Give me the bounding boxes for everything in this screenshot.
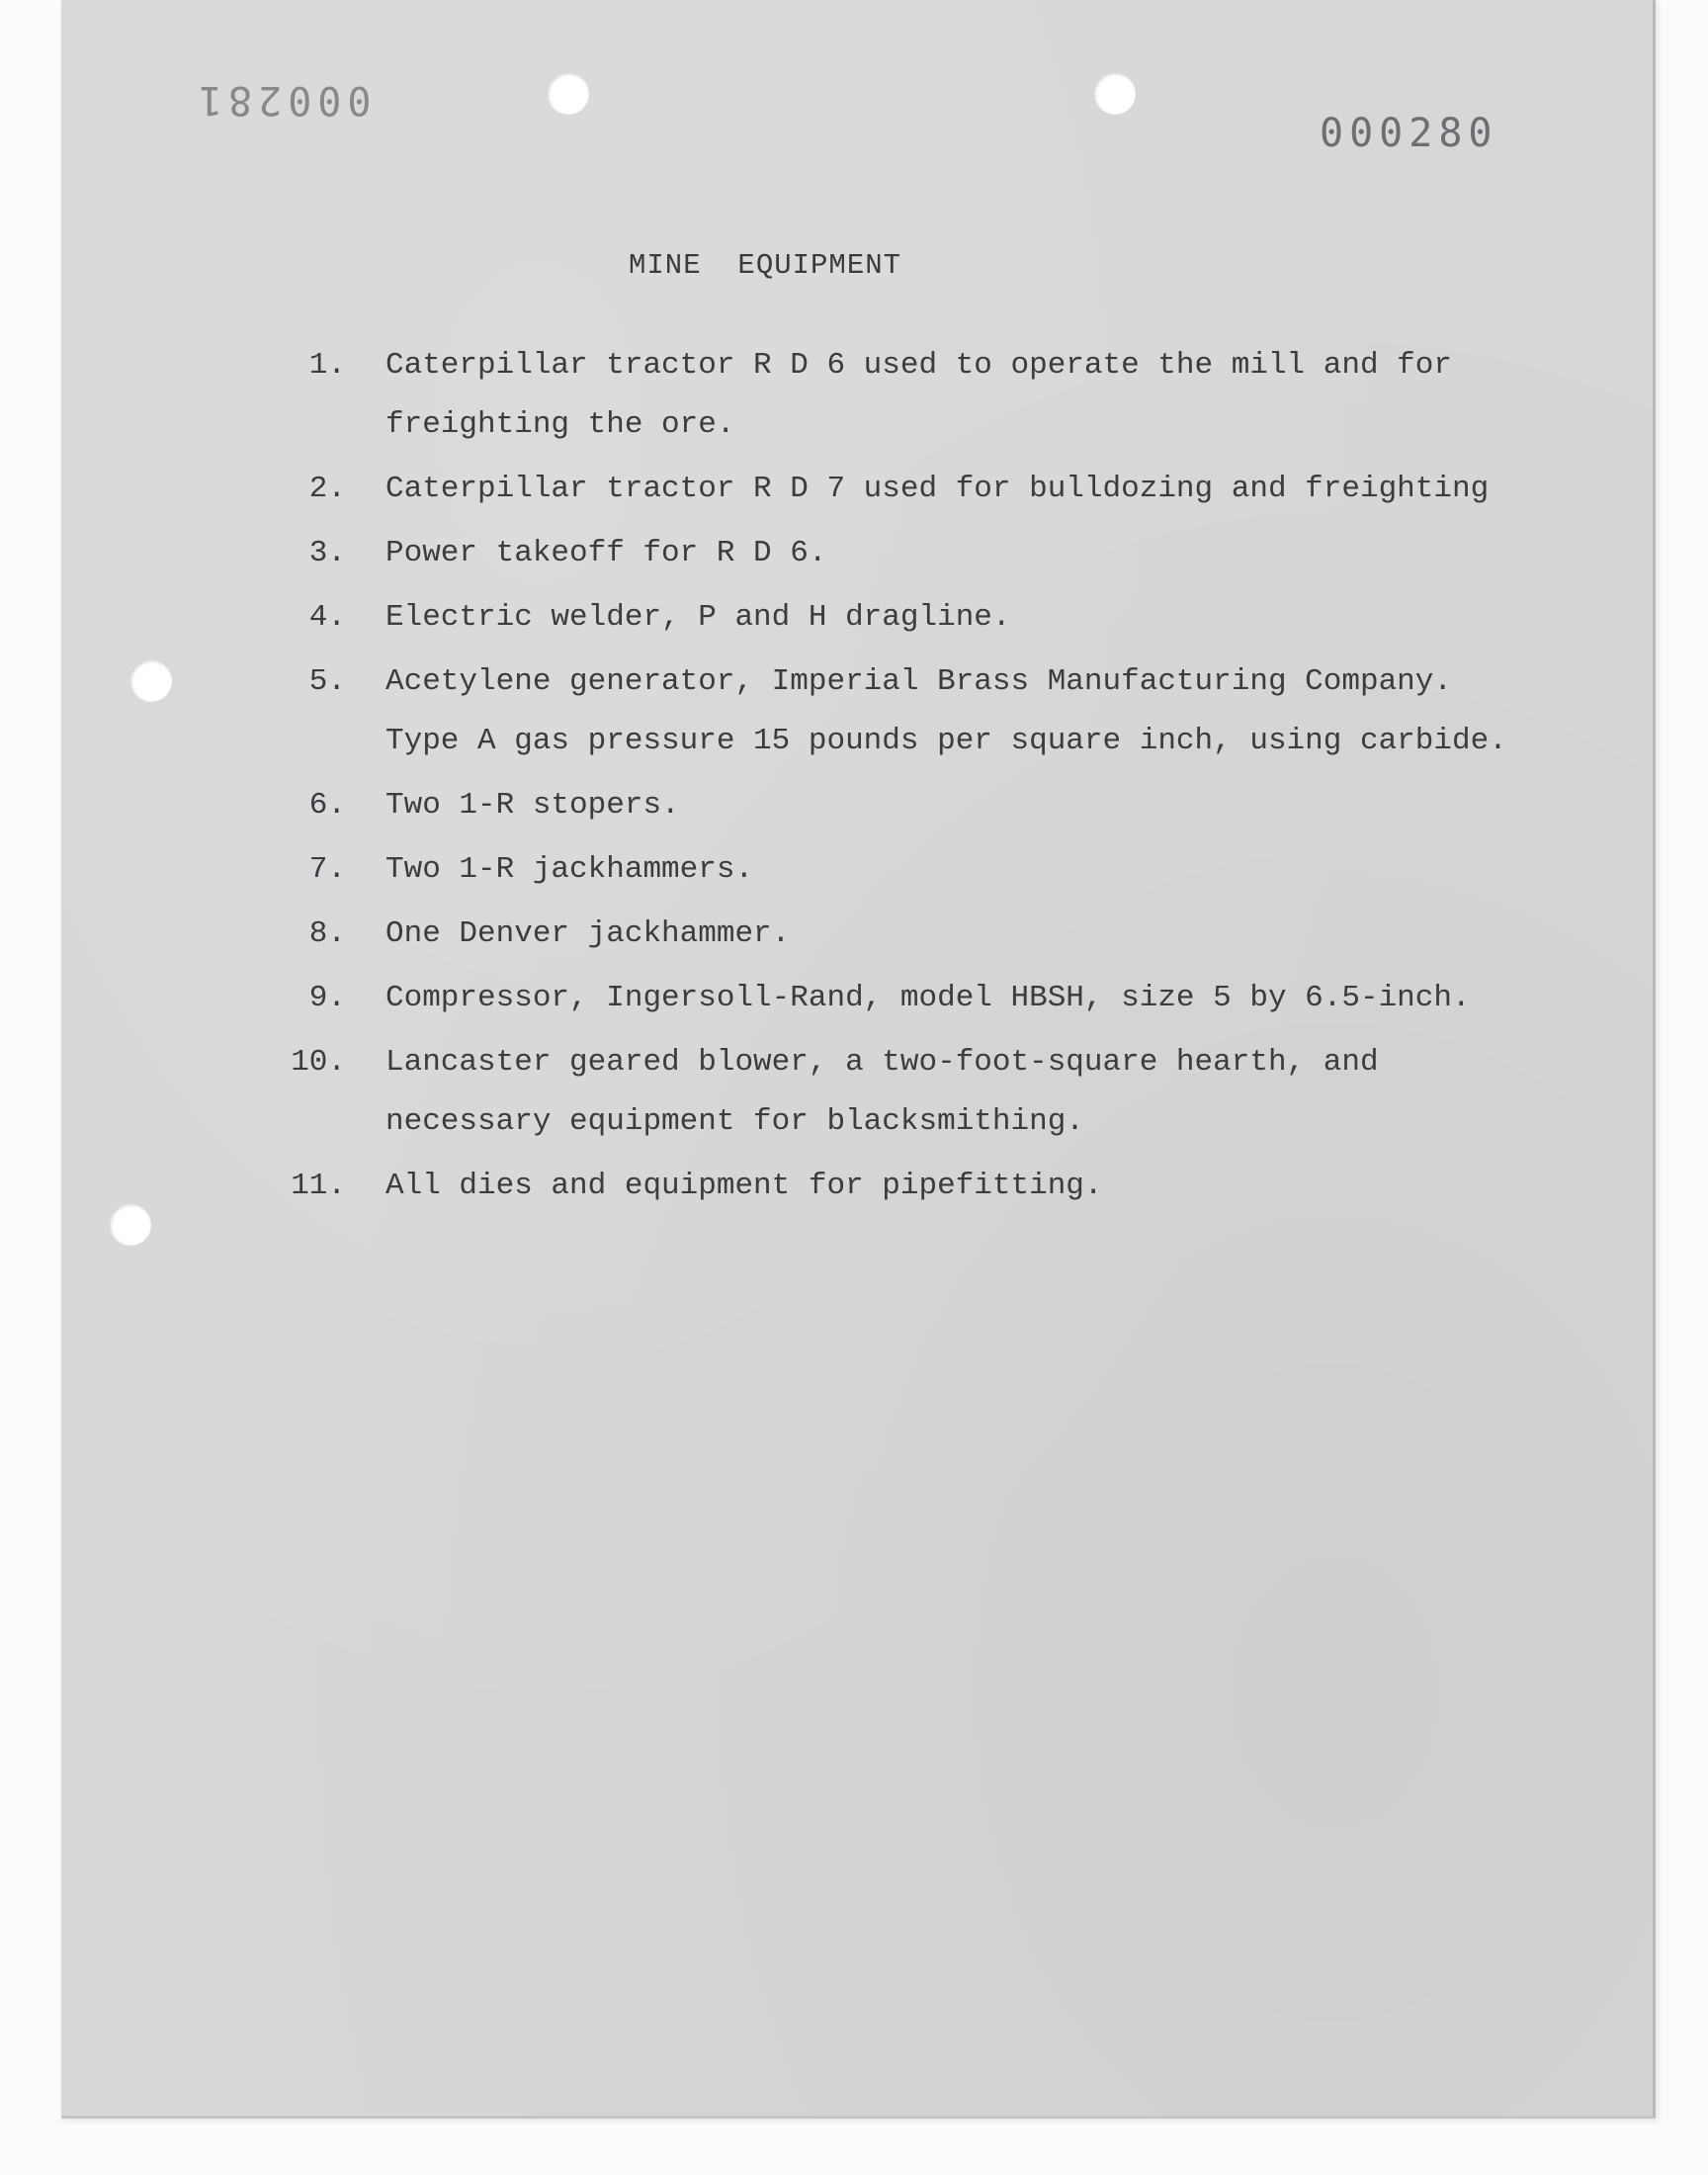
punch-hole-top-right bbox=[1094, 73, 1136, 115]
list-item-line: Caterpillar tractor R D 7 used for bulldozing and freighting bbox=[385, 472, 1490, 506]
list-item-text bbox=[385, 776, 1601, 835]
list-item-number: 4. bbox=[308, 600, 346, 635]
list-item-line: Compressor, Ingersoll-Rand, model HBSH, size 5 by 6.5-inch. bbox=[385, 981, 1471, 1015]
list-item bbox=[267, 588, 1601, 648]
list-item-number: 7. bbox=[308, 852, 346, 887]
list-item-number: 2. bbox=[308, 472, 346, 506]
list-item-line: Two 1-R stopers. bbox=[385, 788, 680, 823]
list-item-line: Acetylene generator, Imperial Brass Manufacturing Company. bbox=[385, 664, 1452, 699]
list-item-number: 10. bbox=[291, 1045, 346, 1080]
list-item-line: Caterpillar tractor R D 6 used to operate the mill and for bbox=[385, 348, 1452, 383]
list-item bbox=[267, 336, 1601, 455]
punch-hole-top-left bbox=[548, 73, 589, 115]
list-item-line: Type A gas pressure 15 pounds per square inch, using carbide. bbox=[385, 724, 1507, 758]
list-item bbox=[267, 969, 1601, 1028]
list-item-number: 3. bbox=[308, 536, 346, 570]
list-item-text bbox=[385, 588, 1601, 648]
list-item bbox=[267, 1157, 1601, 1216]
list-item-text bbox=[385, 840, 1601, 900]
list-item bbox=[267, 776, 1601, 835]
list-item-number: 1. bbox=[308, 348, 346, 383]
list-item bbox=[267, 840, 1601, 900]
list-item-text bbox=[385, 905, 1601, 964]
list-item bbox=[267, 524, 1601, 583]
list-item-text bbox=[385, 1157, 1601, 1216]
list-item-line: Electric welder, P and H dragline. bbox=[385, 600, 1011, 635]
list-item-line: Two 1-R jackhammers. bbox=[385, 852, 754, 887]
list-item-number: 11. bbox=[291, 1169, 346, 1203]
list-item-number: 6. bbox=[308, 788, 346, 823]
list-item-number: 8. bbox=[308, 916, 346, 951]
list-item-text bbox=[385, 460, 1601, 519]
page-stamp-inverted: 000281 bbox=[193, 77, 372, 123]
punch-hole-left-upper bbox=[130, 660, 172, 702]
list-item-text bbox=[385, 969, 1601, 1028]
list-item-line: All dies and equipment for pipefitting. bbox=[385, 1169, 1103, 1203]
list-item bbox=[267, 905, 1601, 964]
list-item-text bbox=[385, 336, 1601, 455]
list-item-text bbox=[385, 524, 1601, 583]
punch-hole-left-lower bbox=[110, 1204, 151, 1246]
list-item bbox=[267, 460, 1601, 519]
page-number-stamp: 000280 bbox=[1320, 111, 1498, 156]
list-item-line: Power takeoff for R D 6. bbox=[385, 536, 827, 570]
list-item-line: freighting the ore. bbox=[385, 407, 735, 442]
list-item-text bbox=[385, 1033, 1601, 1152]
document-title: MINE EQUIPMENT bbox=[629, 249, 902, 282]
list-item bbox=[267, 652, 1601, 771]
list-item-text bbox=[385, 652, 1601, 771]
list-item bbox=[267, 1033, 1601, 1152]
equipment-list bbox=[267, 336, 1601, 1221]
list-item-line: necessary equipment for blacksmithing. bbox=[385, 1104, 1084, 1139]
list-item-number: 5. bbox=[308, 664, 346, 699]
list-item-number: 9. bbox=[308, 981, 346, 1015]
list-item-line: Lancaster geared blower, a two-foot-square hearth, and bbox=[385, 1045, 1379, 1080]
list-item-line: One Denver jackhammer. bbox=[385, 916, 791, 951]
